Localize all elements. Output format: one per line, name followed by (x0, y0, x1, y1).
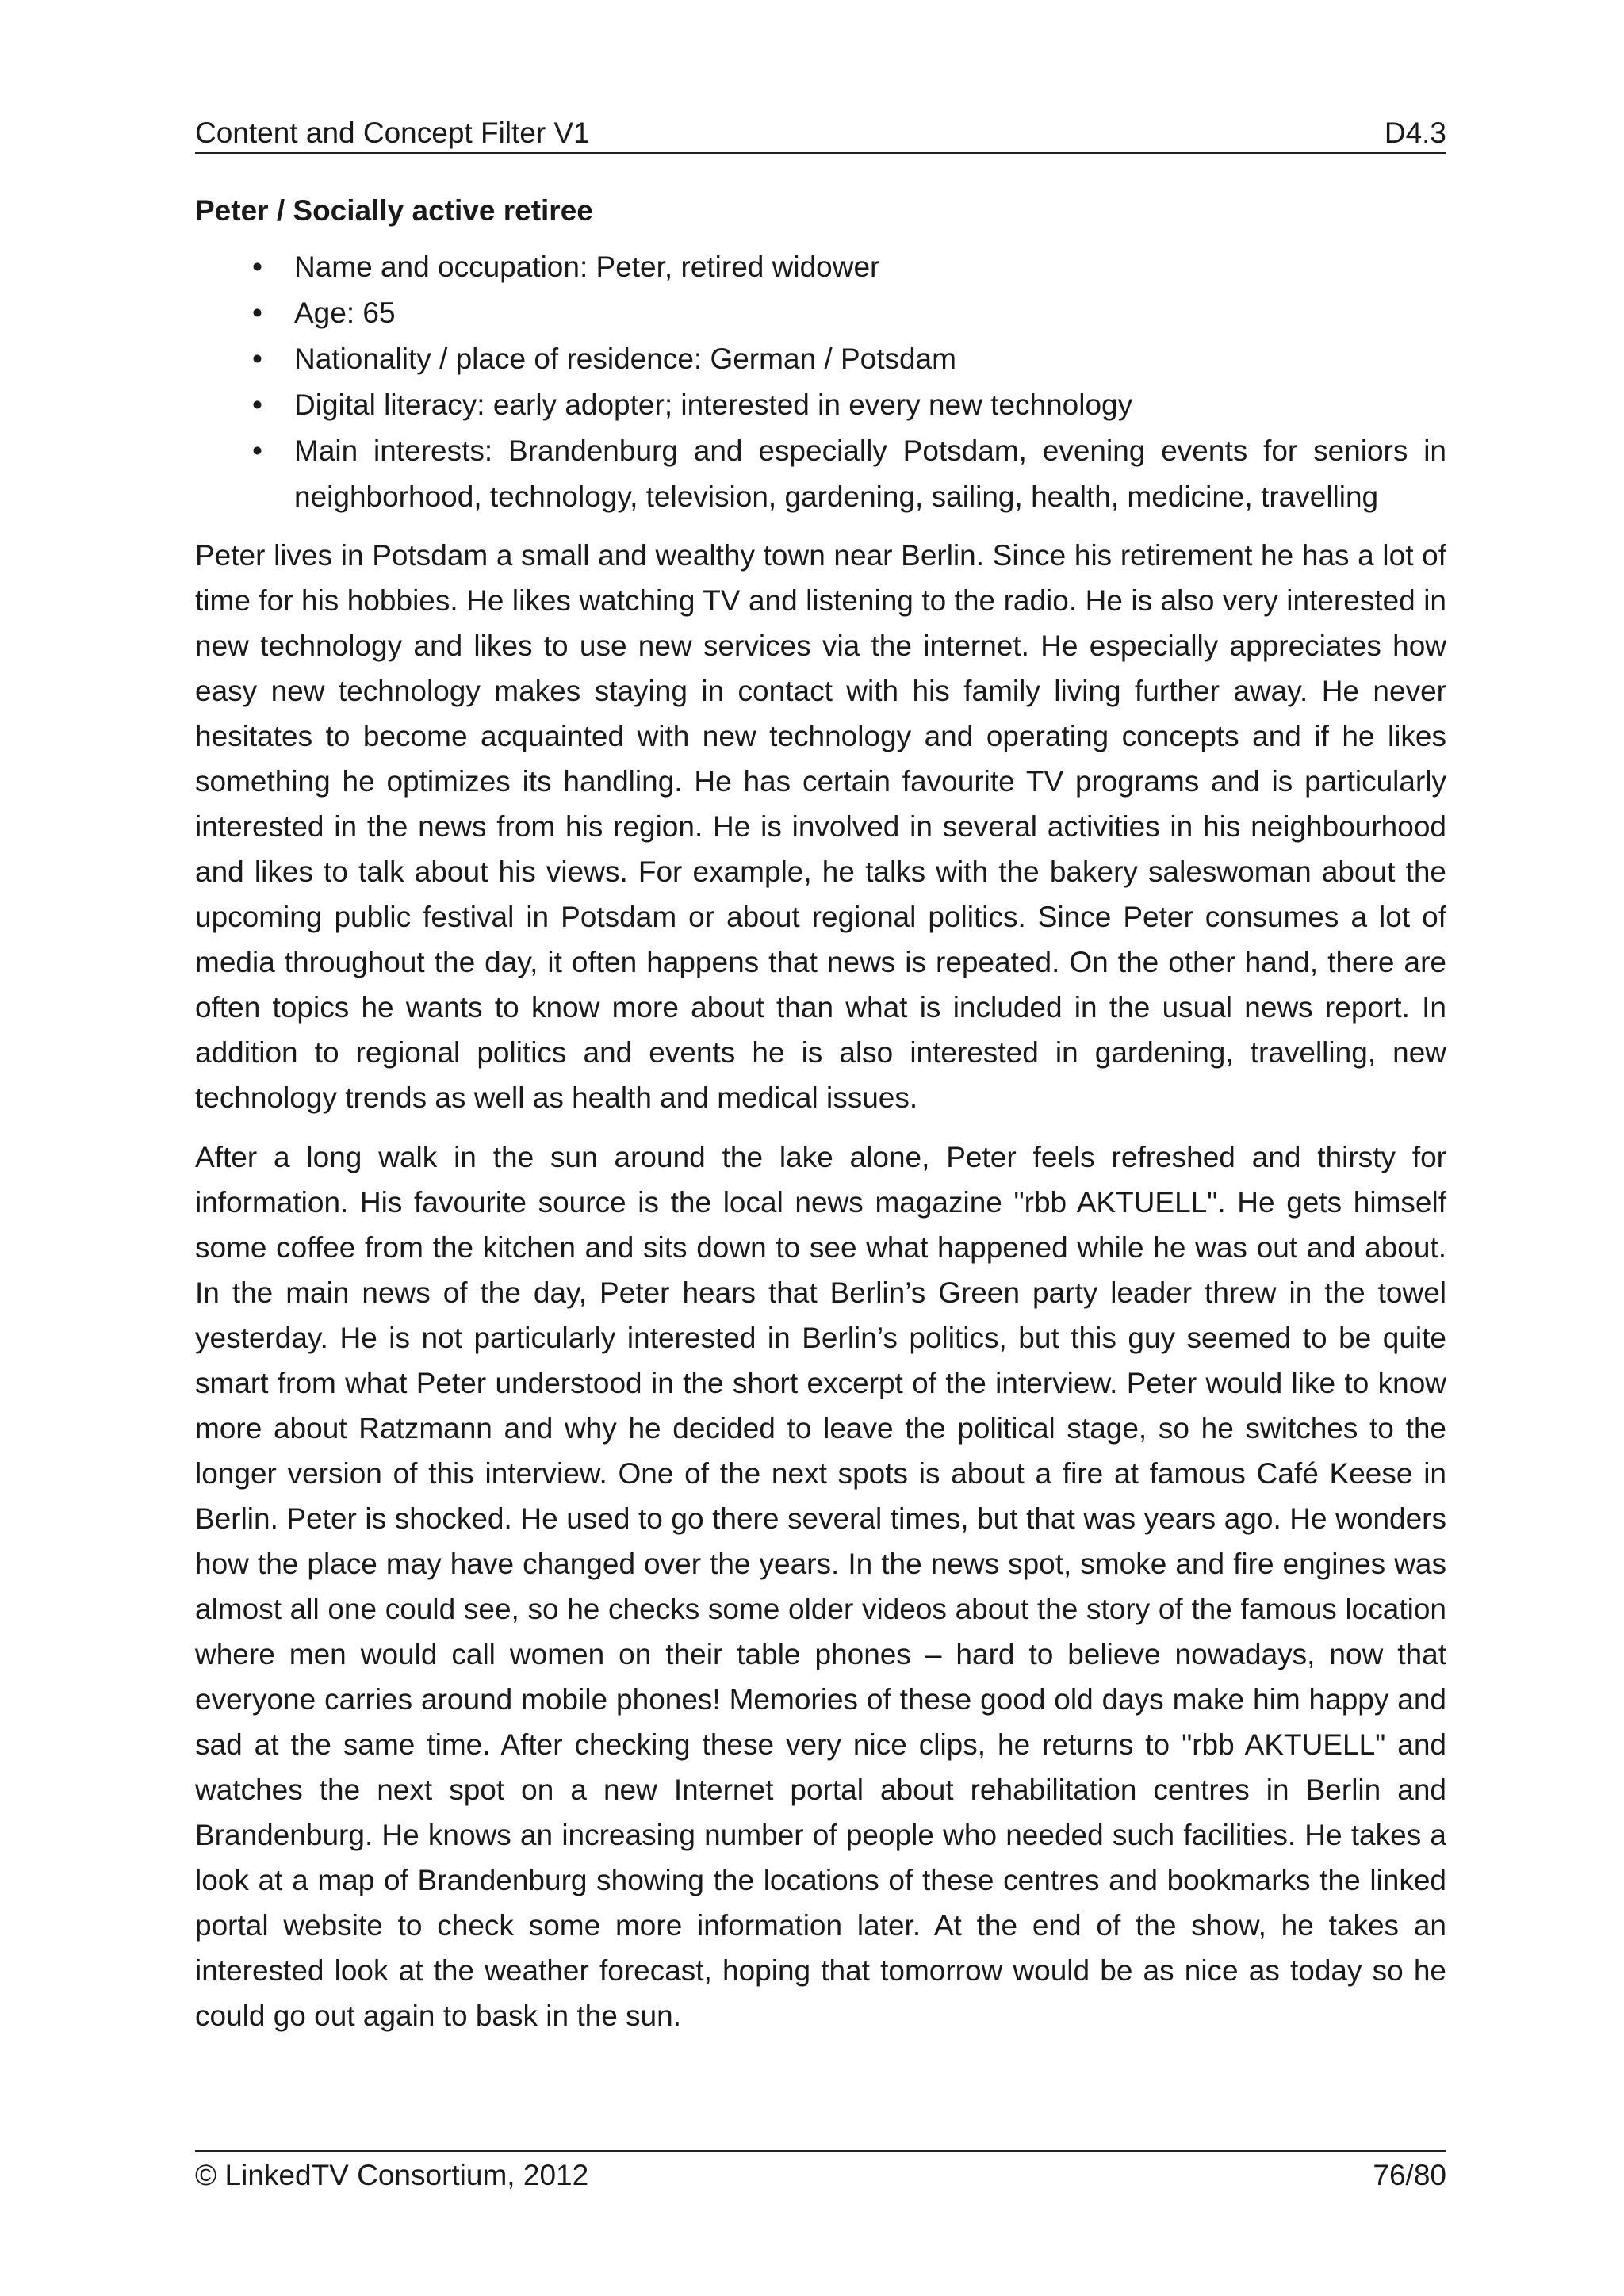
footer-copyright: © LinkedTV Consortium, 2012 (195, 2159, 589, 2191)
bullet-icon: • (252, 388, 262, 421)
body-paragraph: After a long walk in the sun around the lake alone, Peter feels refreshed and thirsty for information. His favourite source is the local news magazine "rbb AKTUELL". He gets himself some coffee from the kitchen and sits down to see what happened while he was out and about. In the main news of the day, Peter hears that Berlin’s Green party leader threw in the towel yesterday. He is not particularly interested in Berlin’s politics, but this guy seemed to be quite smart from what Peter understood in the short excerpt of the interview. Peter would like to know more about Ratzmann and why he decided to leave the political stage, so he switches to the longer version of this interview. One of the next spots is about a fire at famous Café Keese in Berlin. Peter is shocked. He used to go there several times, but that was years ago. He wonders how the place may have changed over the years. In the news spot, smoke and fire engines was almost all one could see, so he checks some older videos about the story of the famous location where men would call women on their table phones – hard to believe nowadays, now that everyone carries around mobile phones! Memories of these good old days make him happy and sad at the same time. After checking these very nice clips, he returns to "rbb AKTUELL" and watches the next spot on a new Internet portal about rehabilitation centres in Berlin and Brandenburg. He knows an increasing number of people who needed such facilities. He takes a look at a map of Brandenburg showing the locations of these centres and bookmarks the linked portal website to check some more information later. At the end of the show, he takes an interested look at the weather forecast, hoping that tomorrow would be as nice as today so he could go out again to bask in the sun. (195, 1141, 1446, 2032)
list-item-text: Name and occupation: Peter, retired widower (294, 251, 880, 283)
section-title: Peter / Socially active retiree (195, 194, 593, 227)
list-item (195, 382, 1446, 428)
bullet-icon: • (252, 297, 262, 329)
list-item (195, 336, 1446, 382)
list-item (195, 290, 1446, 336)
bullet-icon: • (252, 342, 262, 375)
list-item (195, 244, 1446, 290)
bullet-icon: • (252, 251, 262, 283)
bullet-icon: • (252, 434, 262, 467)
header-title: Content and Concept Filter V1 (195, 117, 590, 149)
list-item-text: Nationality / place of residence: German / Potsdam (294, 342, 956, 375)
document-page (195, 0, 1446, 2296)
list-item (195, 428, 1446, 520)
page-footer (195, 2150, 1446, 2195)
page-header (195, 113, 1446, 154)
page-content (195, 189, 1446, 2038)
persona-attributes-list (195, 244, 1446, 520)
footer-page-number: 76/80 (1373, 2159, 1446, 2191)
list-item-text: Digital literacy: early adopter; interested in every new technology (294, 388, 1133, 421)
body-paragraph: Peter lives in Potsdam a small and wealthy town near Berlin. Since his retirement he has a lot of time for his hobbies. He likes watching TV and listening to the radio. He is also very interested in new technology and likes to use new services via the internet. He especially appreciates how easy new technology makes staying in contact with his family living further away. He never hesitates to become acquainted with new technology and operating concepts and if he likes something he optimizes its handling. He has certain favourite TV programs and is particularly interested in the news from his region. He is involved in several activities in his neighbourhood and likes to talk about his views. For example, he talks with the bakery saleswoman about the upcoming public festival in Potsdam or about regional politics. Since Peter consumes a lot of media throughout the day, it often happens that news is repeated. On the other hand, there are often topics he wants to know more about than what is included in the usual news report. In addition to regional politics and events he is also interested in gardening, travelling, new technology trends as well as health and medical issues. (195, 539, 1446, 1114)
list-item-text: Main interests: Brandenburg and especially Potsdam, evening events for seniors in neighborhood, technology, television, gardening, sailing, health, medicine, travelling (294, 434, 1446, 513)
header-doc-id: D4.3 (1384, 117, 1446, 149)
list-item-text: Age: 65 (294, 297, 396, 329)
